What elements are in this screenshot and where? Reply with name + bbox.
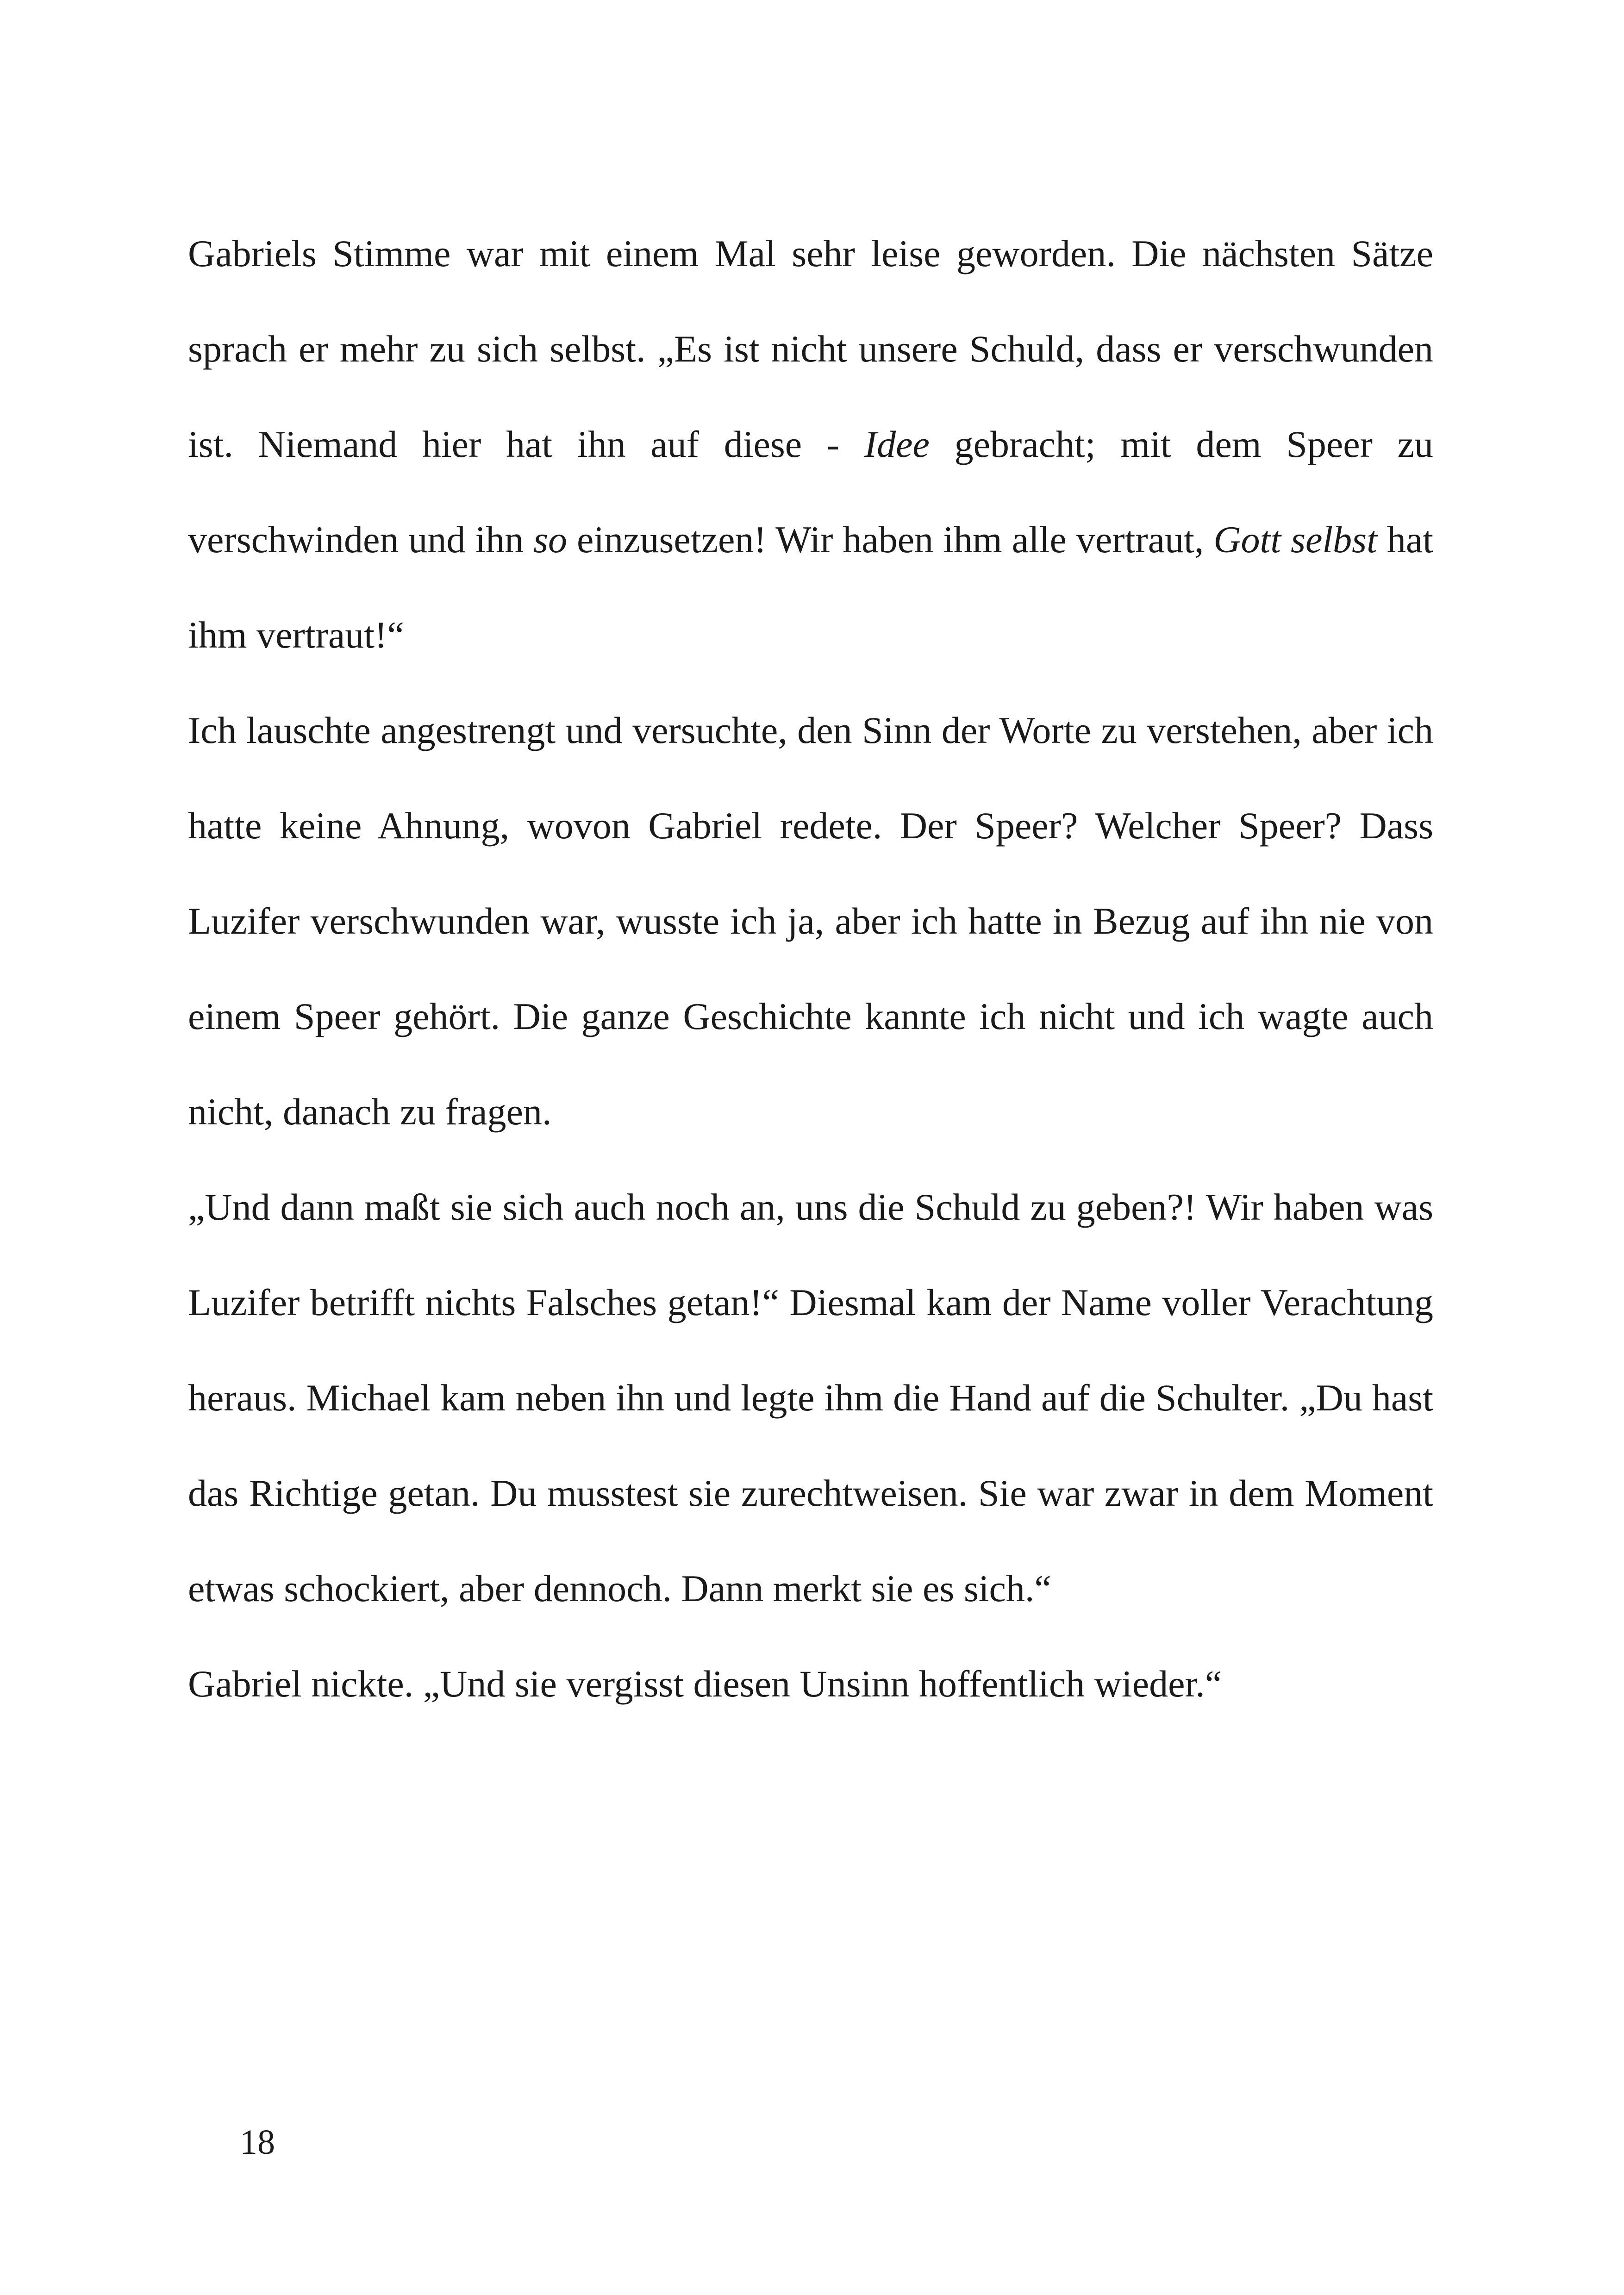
paragraph [188, 206, 1433, 683]
italic-text-segment: Idee [864, 423, 930, 465]
text-segment: einzusetzen! Wir haben ihm alle vertraut, [567, 518, 1214, 561]
text-segment: Gabriel nickte. „Und sie vergisst diesen Unsinn hoffentlich wieder.“ [188, 1663, 1222, 1705]
italic-text-segment: so [533, 518, 567, 561]
page-number: 18 [240, 2123, 275, 2162]
italic-text-segment: Gott selbst [1213, 518, 1377, 561]
text-segment: Gabriels Stimme war mit einem Mal sehr leise geworden. Die nächsten Sätze sprach er mehr zu sich selbst. „Es ist nicht unsere Schuld, dass er verschwunden ist. Niemand hier hat ihn auf diese - [188, 232, 1433, 465]
paragraph [188, 683, 1433, 1160]
text-segment: „Und dann maßt sie sich auch noch an, uns die Schuld zu geben?! Wir haben was Luzifer betrifft nichts Falsches getan!“ Diesmal kam der Name voller Verachtung heraus. Michael kam neben ihn und legte ihm die Hand auf die Schulter. „Du hast das Richtige getan. Du musstest sie zurechtweisen. Sie war zwar in dem Moment etwas schockiert, aber dennoch. Dann merkt sie es sich.“ [188, 1186, 1433, 1609]
paragraph [188, 1160, 1433, 1636]
paragraph [188, 1636, 1433, 1732]
text-segment: hat ihm vertraut!“ [188, 518, 1433, 656]
text-segment: Ich lauschte angestrengt und versuchte, den Sinn der Worte zu verstehen, aber ich hatte keine Ahnung, wovon Gabriel redete. Der Speer? Welcher Speer? Dass Luzifer verschwunden war, wusste ich ja, aber ich hatte in Bezug auf ihn nie von einem Speer gehört. Die ganze Geschichte kannte ich nicht und ich wagte auch nicht, danach zu fragen. [188, 709, 1433, 1133]
text-segment: gebracht; mit dem Speer zu verschwinden und ihn [188, 423, 1433, 561]
body-text [188, 206, 1433, 1732]
